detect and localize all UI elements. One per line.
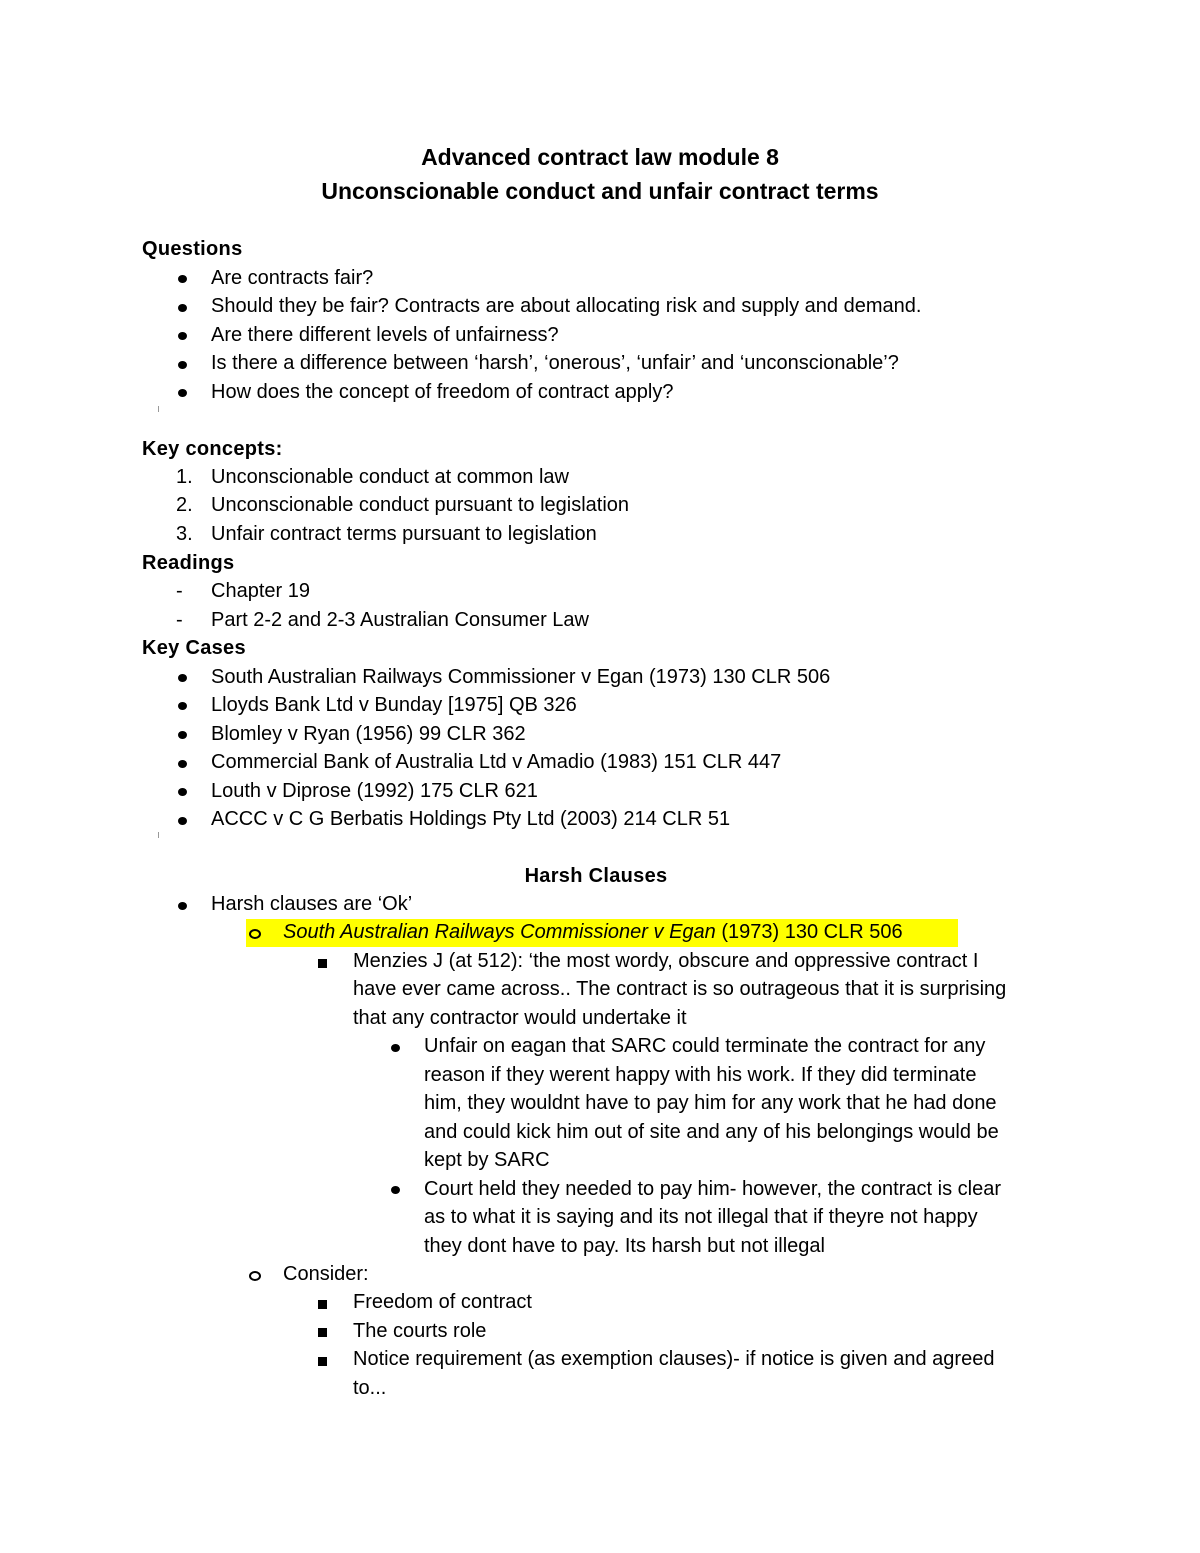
question-item: Are contracts fair? [211, 267, 374, 289]
case-item: ACCC v C G Berbatis Holdings Pty Ltd (2003) 214 CLR 51 [211, 808, 731, 830]
square-bullet-icon [318, 959, 327, 968]
questions-heading: Questions [142, 238, 243, 260]
reading-item: Part 2-2 and 2-3 Australian Consumer Law [211, 609, 589, 631]
notice-line: Notice requirement (as exemption clauses)- if notice is given and agreed [353, 1348, 995, 1370]
bullet-icon [178, 674, 187, 682]
case-item: South Australian Railways Commissioner v Egan (1973) 130 CLR 506 [211, 666, 831, 688]
case-item: Commercial Bank of Australia Ltd v Amadio (1983) 151 CLR 447 [211, 751, 782, 773]
list-number: 3. [176, 523, 193, 545]
key-concepts-heading: Key concepts: [142, 438, 283, 460]
square-bullet-icon [318, 1328, 327, 1337]
square-bullet-icon [318, 1300, 327, 1309]
bullet-icon [391, 1186, 400, 1194]
bullet-icon [178, 788, 187, 796]
quote-line: have ever came across.. The contract is so outrageous that it is surprising [353, 978, 1007, 1000]
ring-bullet-icon [249, 929, 261, 939]
point-line: as to what it is saying and its not illegal that if theyre not happy [424, 1206, 978, 1228]
dash-marker: - [176, 580, 183, 602]
case-item: Louth v Diprose (1992) 175 CLR 621 [211, 780, 538, 802]
bullet-icon [178, 731, 187, 739]
question-item: Should they be fair? Contracts are about allocating risk and supply and demand. [211, 295, 922, 317]
consider-label: Consider: [283, 1263, 369, 1285]
bullet-icon [178, 702, 187, 710]
case-cite: (1973) 130 CLR 506 [715, 921, 903, 943]
bullet-icon [391, 1044, 400, 1052]
list-number: 2. [176, 494, 193, 516]
point-line: him, they wouldnt have to pay him for any work that he had done [424, 1092, 997, 1114]
harsh-clauses-heading: Harsh Clauses [524, 865, 668, 887]
point-line: kept by SARC [424, 1149, 550, 1171]
bullet-icon [178, 332, 187, 340]
case-name: South Australian Railways Commissioner v Egan [283, 921, 716, 943]
ring-bullet-icon [249, 1271, 261, 1281]
empty-bullet-mark [158, 406, 159, 412]
concept-item: Unfair contract terms pursuant to legislation [211, 523, 597, 545]
point-line: they dont have to pay. Its harsh but not illegal [424, 1235, 825, 1257]
key-cases-heading: Key Cases [142, 637, 246, 659]
point-line: reason if they werent happy with his work. If they did terminate [424, 1064, 977, 1086]
bullet-icon [178, 389, 187, 397]
dash-marker: - [176, 609, 183, 631]
list-number: 1. [176, 466, 193, 488]
consider-item: Freedom of contract [353, 1291, 532, 1313]
question-item: Are there different levels of unfairness? [211, 324, 559, 346]
bullet-icon [178, 304, 187, 312]
doc-title: Advanced contract law module 8 [421, 144, 779, 170]
consider-item: The courts role [353, 1320, 487, 1342]
bullet-icon [178, 275, 187, 283]
readings-heading: Readings [142, 552, 235, 574]
case-item: Lloyds Bank Ltd v Bunday [1975] QB 326 [211, 694, 577, 716]
point-line: Court held they needed to pay him- however, the contract is clear [424, 1178, 1001, 1200]
case-citation [283, 918, 903, 947]
point-line: and could kick him out of site and any of his belongings would be [424, 1121, 999, 1143]
quote-line: Menzies J (at 512): ‘the most wordy, obscure and oppressive contract I [353, 950, 979, 972]
bullet-icon [178, 361, 187, 369]
question-item: How does the concept of freedom of contract apply? [211, 381, 674, 403]
quote-line: that any contractor would undertake it [353, 1007, 687, 1029]
question-item: Is there a difference between ‘harsh’, ‘onerous’, ‘unfair’ and ‘unconscionable’? [211, 352, 899, 374]
bullet-icon [178, 760, 187, 768]
point-line: Unfair on eagan that SARC could terminate the contract for any [424, 1035, 986, 1057]
doc-subtitle: Unconscionable conduct and unfair contract terms [321, 178, 879, 204]
bullet-icon [178, 817, 187, 825]
concept-item: Unconscionable conduct at common law [211, 466, 569, 488]
notice-line: to... [353, 1377, 387, 1399]
reading-item: Chapter 19 [211, 580, 310, 602]
empty-bullet-mark [158, 832, 159, 838]
bullet-icon [178, 902, 187, 910]
square-bullet-icon [318, 1357, 327, 1366]
harsh-item: Harsh clauses are ‘Ok’ [211, 893, 413, 915]
case-item: Blomley v Ryan (1956) 99 CLR 362 [211, 723, 526, 745]
concept-item: Unconscionable conduct pursuant to legislation [211, 494, 630, 516]
